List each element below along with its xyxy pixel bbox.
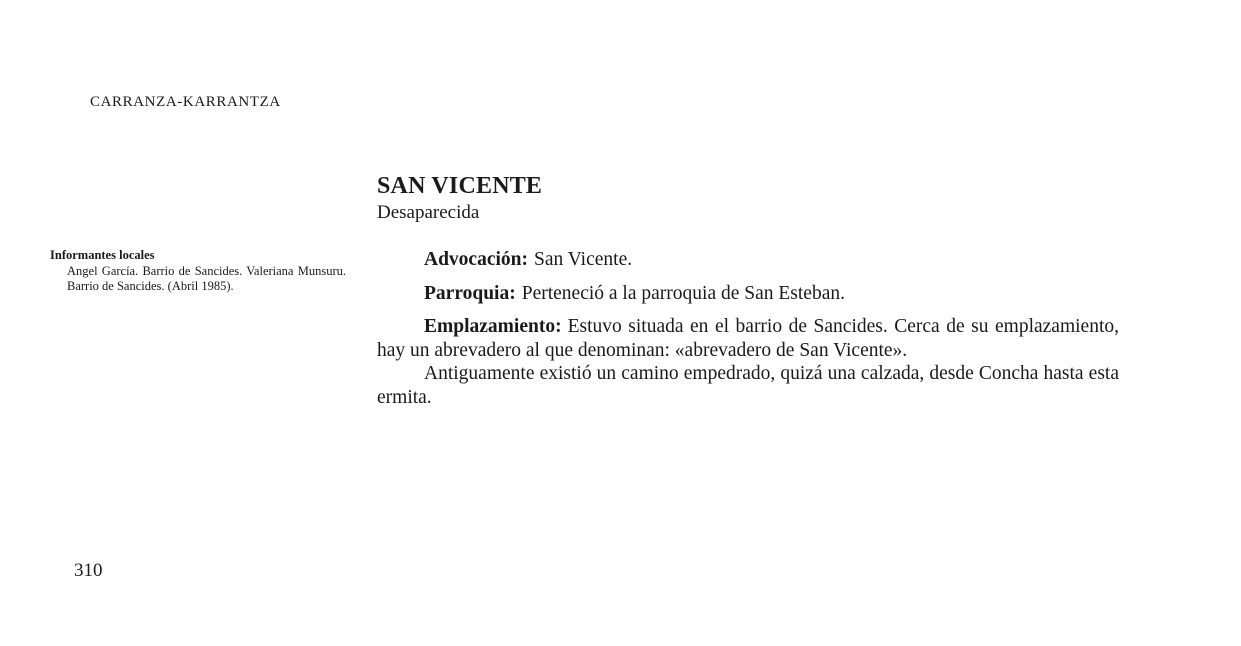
text-parroquia: Perteneció a la parroquia de San Esteban. — [521, 282, 845, 304]
label-advocacion: Advocación: — [424, 249, 528, 270]
page-title: SAN VICENTE — [377, 173, 543, 199]
paragraph-advocacion — [377, 248, 1119, 272]
body-text — [377, 248, 1119, 409]
paragraph-parroquia — [377, 282, 1119, 306]
page-number: 310 — [74, 560, 103, 581]
sidenote-heading: Informantes locales — [50, 248, 155, 262]
page-subtitle: Desaparecida — [377, 202, 480, 223]
text-emplazamiento: Estuvo situada en el barrio de Sancides. Cerca de su emplazamiento, hay un abrevadero al que denominan: «abrevadero de San Vicente». — [377, 316, 1119, 361]
sidenote-text: Angel García. Barrio de Sancides. Valeriana Munsuru. Barrio de Sancides. (Abril 1985). — [67, 263, 346, 293]
sidenote-informants — [50, 248, 346, 295]
paragraph-emplazamiento — [377, 315, 1119, 362]
text-advocacion: San Vicente. — [534, 249, 633, 270]
label-parroquia: Parroquia: — [424, 282, 516, 304]
label-emplazamiento: Emplazamiento: — [424, 316, 562, 337]
running-head: CARRANZA-KARRANTZA — [90, 94, 281, 110]
paragraph-antiguamente: Antiguamente existió un camino empedrado, quizá una calzada, desde Concha hasta esta ermita. — [377, 363, 1119, 408]
